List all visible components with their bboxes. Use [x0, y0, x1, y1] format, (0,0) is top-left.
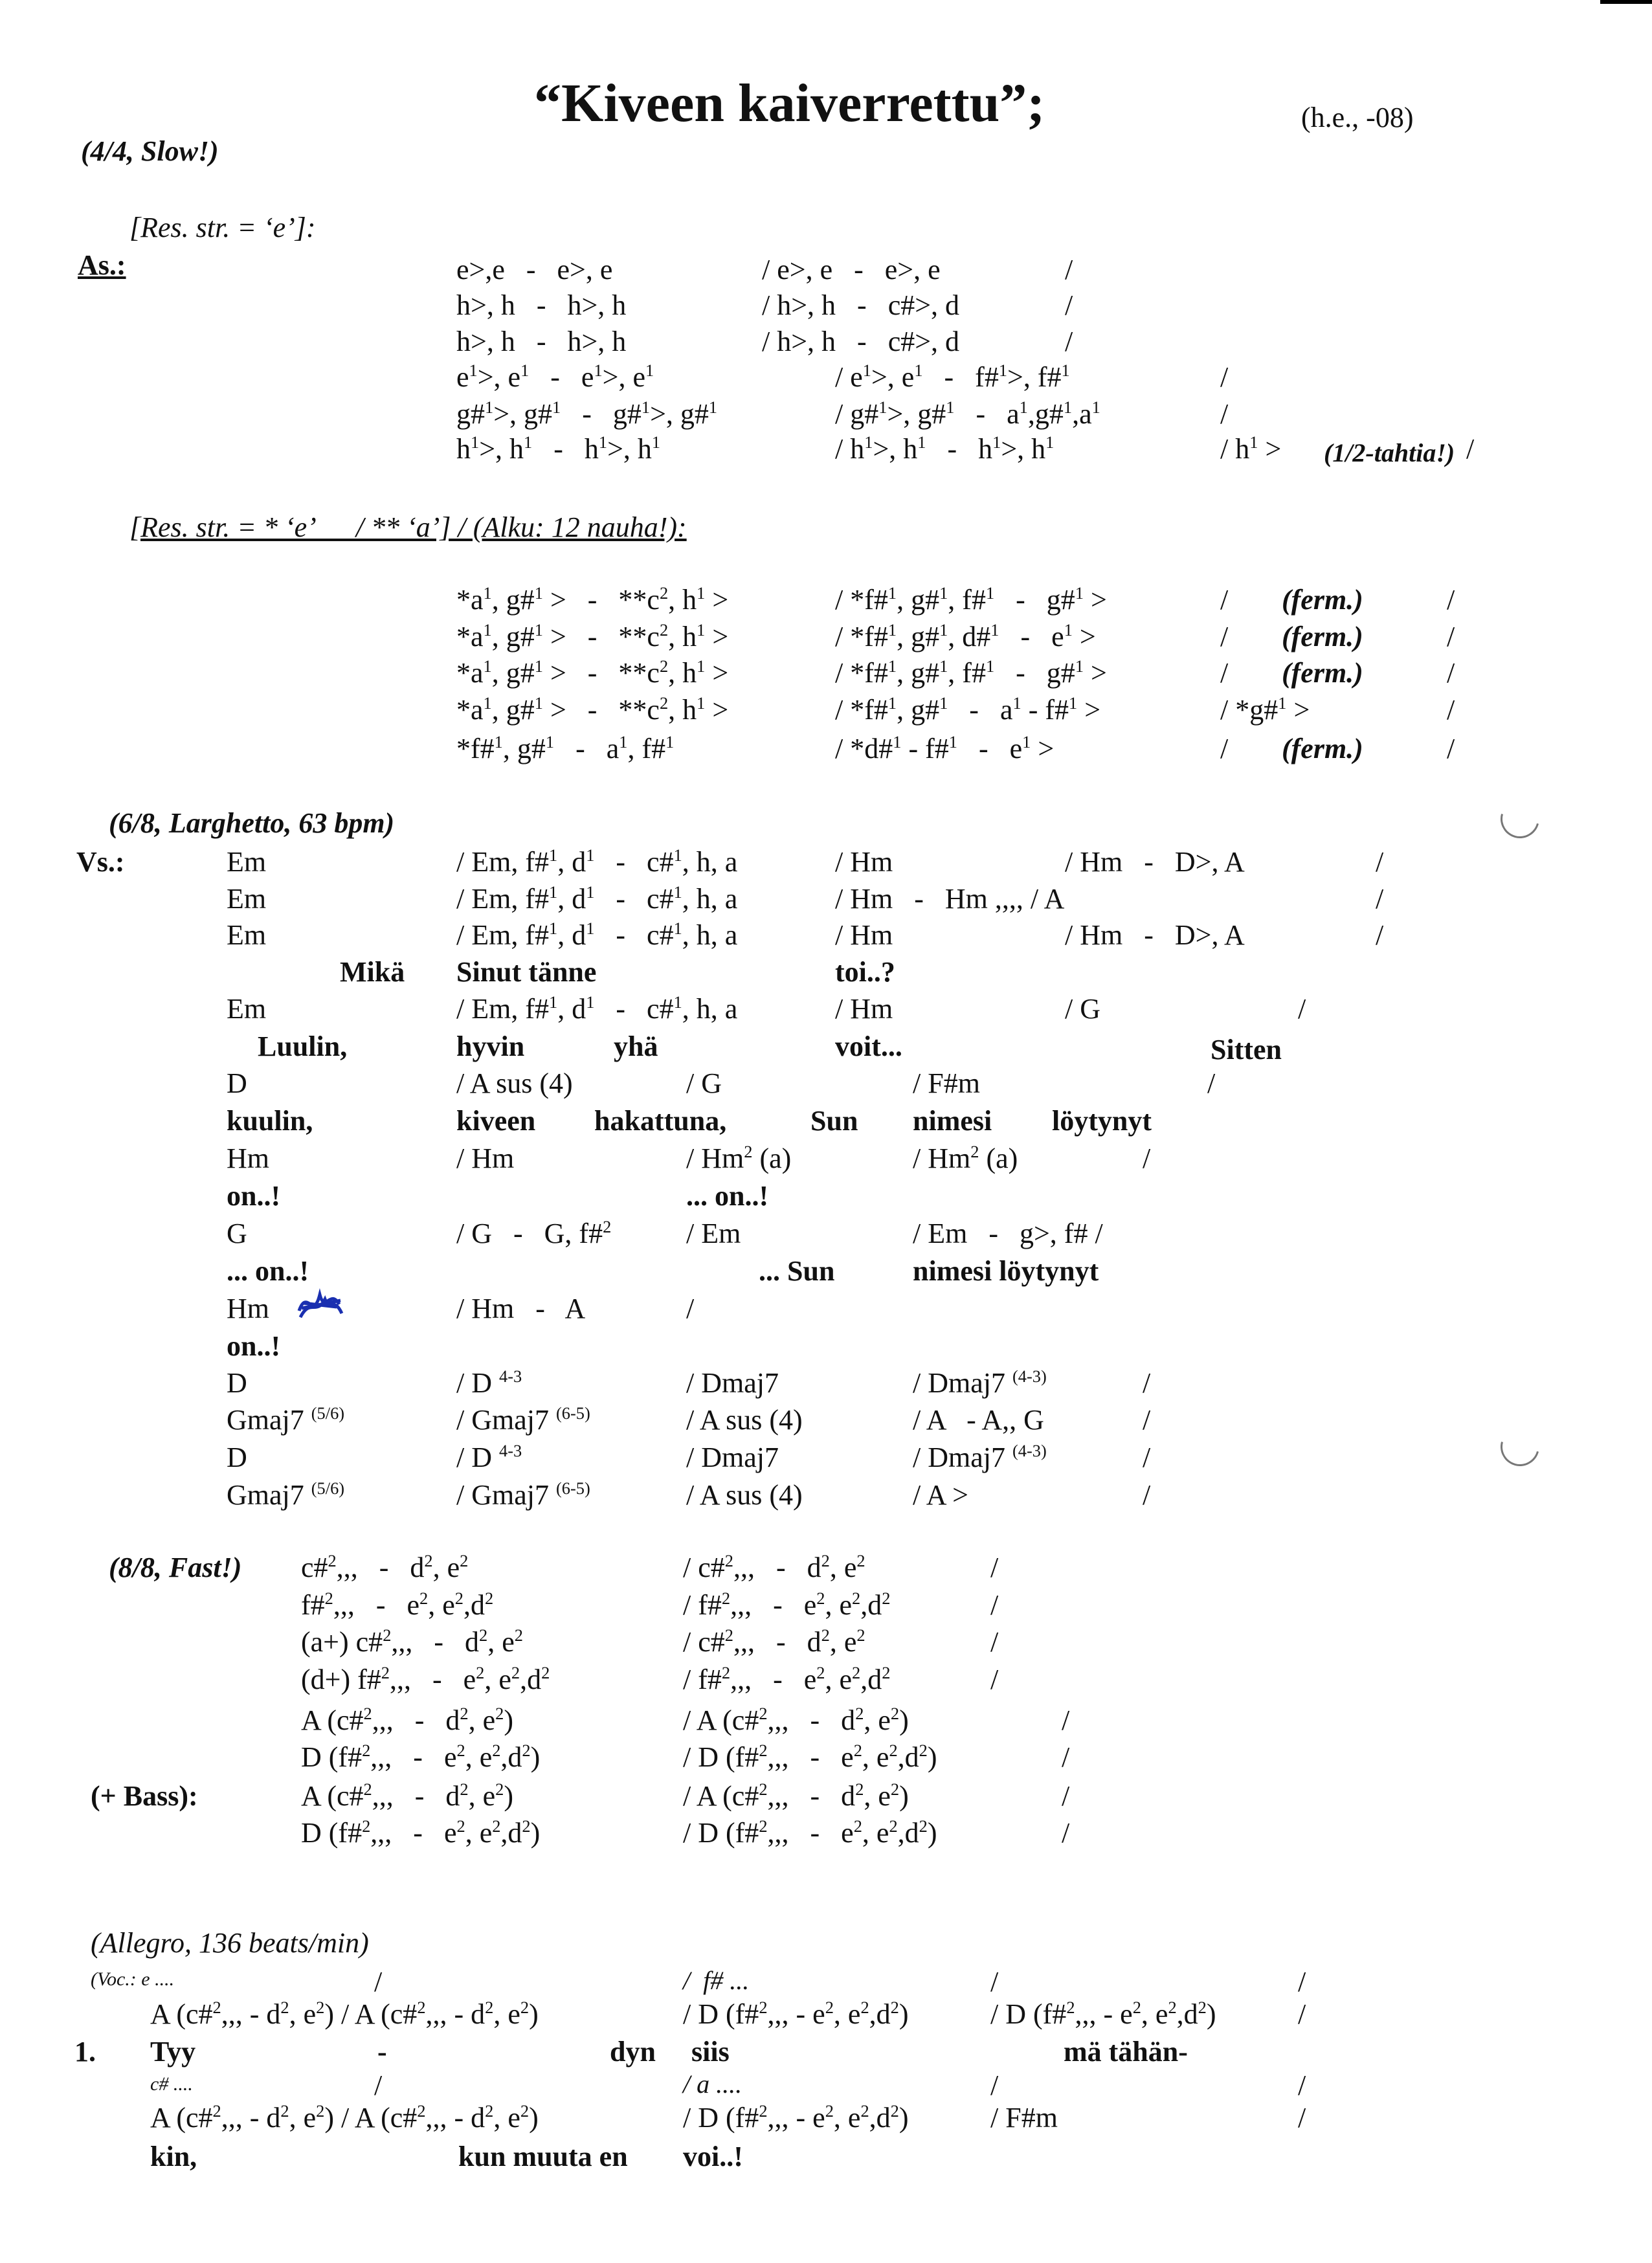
- binder-hole-mark: [1493, 1420, 1546, 1473]
- lyric: ... on..!: [686, 1180, 769, 1212]
- meter-label: (4/4, Slow!): [81, 135, 219, 167]
- lyric: on..!: [227, 1330, 281, 1362]
- lyric: dyn: [610, 2036, 656, 2068]
- lyric: kun muuta en: [458, 2141, 628, 2172]
- lyric: nimesi: [913, 1105, 992, 1137]
- lyric: löytynyt: [1052, 1105, 1152, 1137]
- lyric: Mikä: [340, 956, 405, 988]
- lyric: Sinut tänne: [456, 956, 597, 988]
- half-bar-note: (1/2-tahtia!): [1324, 438, 1455, 467]
- lyric: Sun: [810, 1105, 858, 1137]
- binder-hole-mark: [1493, 792, 1546, 845]
- lyric: toi..?: [835, 956, 895, 988]
- lyric: kin,: [150, 2141, 197, 2172]
- verse-number: 1.: [74, 2036, 96, 2068]
- ferm-mark: (ferm.): [1282, 657, 1363, 689]
- bass-label: (+ Bass):: [91, 1780, 198, 1812]
- verse-tempo: (6/8, Larghetto, 63 bpm): [109, 807, 395, 839]
- fast-tempo: (8/8, Fast!): [109, 1552, 242, 1583]
- lyric: hyvin: [456, 1031, 525, 1062]
- lyric: -: [377, 2036, 387, 2068]
- ink-scribble-icon: [294, 1285, 346, 1324]
- lyric: siis: [691, 2036, 730, 2068]
- lyric: voit...: [835, 1031, 902, 1062]
- lyric: Tyy: [150, 2036, 196, 2068]
- lyric: on..!: [227, 1180, 281, 1212]
- lyric: hakattuna,: [594, 1105, 727, 1137]
- lyric: yhä: [614, 1031, 658, 1062]
- lyric: ... Sun: [759, 1255, 835, 1287]
- lyric: Luulin,: [258, 1031, 348, 1062]
- verse-label: Vs.:: [76, 846, 125, 878]
- ferm-mark: (ferm.): [1282, 733, 1363, 764]
- author-date: (h.e., -08): [1301, 102, 1414, 133]
- ferm-mark: (ferm.): [1282, 584, 1363, 616]
- res-str-label-2: [Res. str. = * ‘e’ / ** ‘a’] / (Alku: 12 nauha!):: [129, 511, 687, 543]
- allegro-tempo: (Allegro, 136 beats/min): [91, 1927, 369, 1959]
- res-str-label: [Res. str. = ‘e’]:: [129, 212, 316, 243]
- lyric: ... on..!: [227, 1255, 309, 1287]
- voc-label: (Voc.: e ....: [91, 1968, 175, 1990]
- lyric: voi..!: [683, 2141, 743, 2172]
- lyric: kiveen: [456, 1105, 536, 1137]
- section-as-label: As.:: [78, 249, 126, 281]
- lyric: nimesi löytynyt: [913, 1255, 1099, 1287]
- page-edge-mark: [1600, 0, 1652, 4]
- ferm-mark: (ferm.): [1282, 621, 1363, 652]
- page-title: “Kiveen kaiverrettu”;: [534, 73, 1045, 133]
- lyric: Sitten: [1211, 1034, 1282, 1065]
- lyric: kuulin,: [227, 1105, 313, 1137]
- lyric: mä tähän-: [1064, 2036, 1188, 2068]
